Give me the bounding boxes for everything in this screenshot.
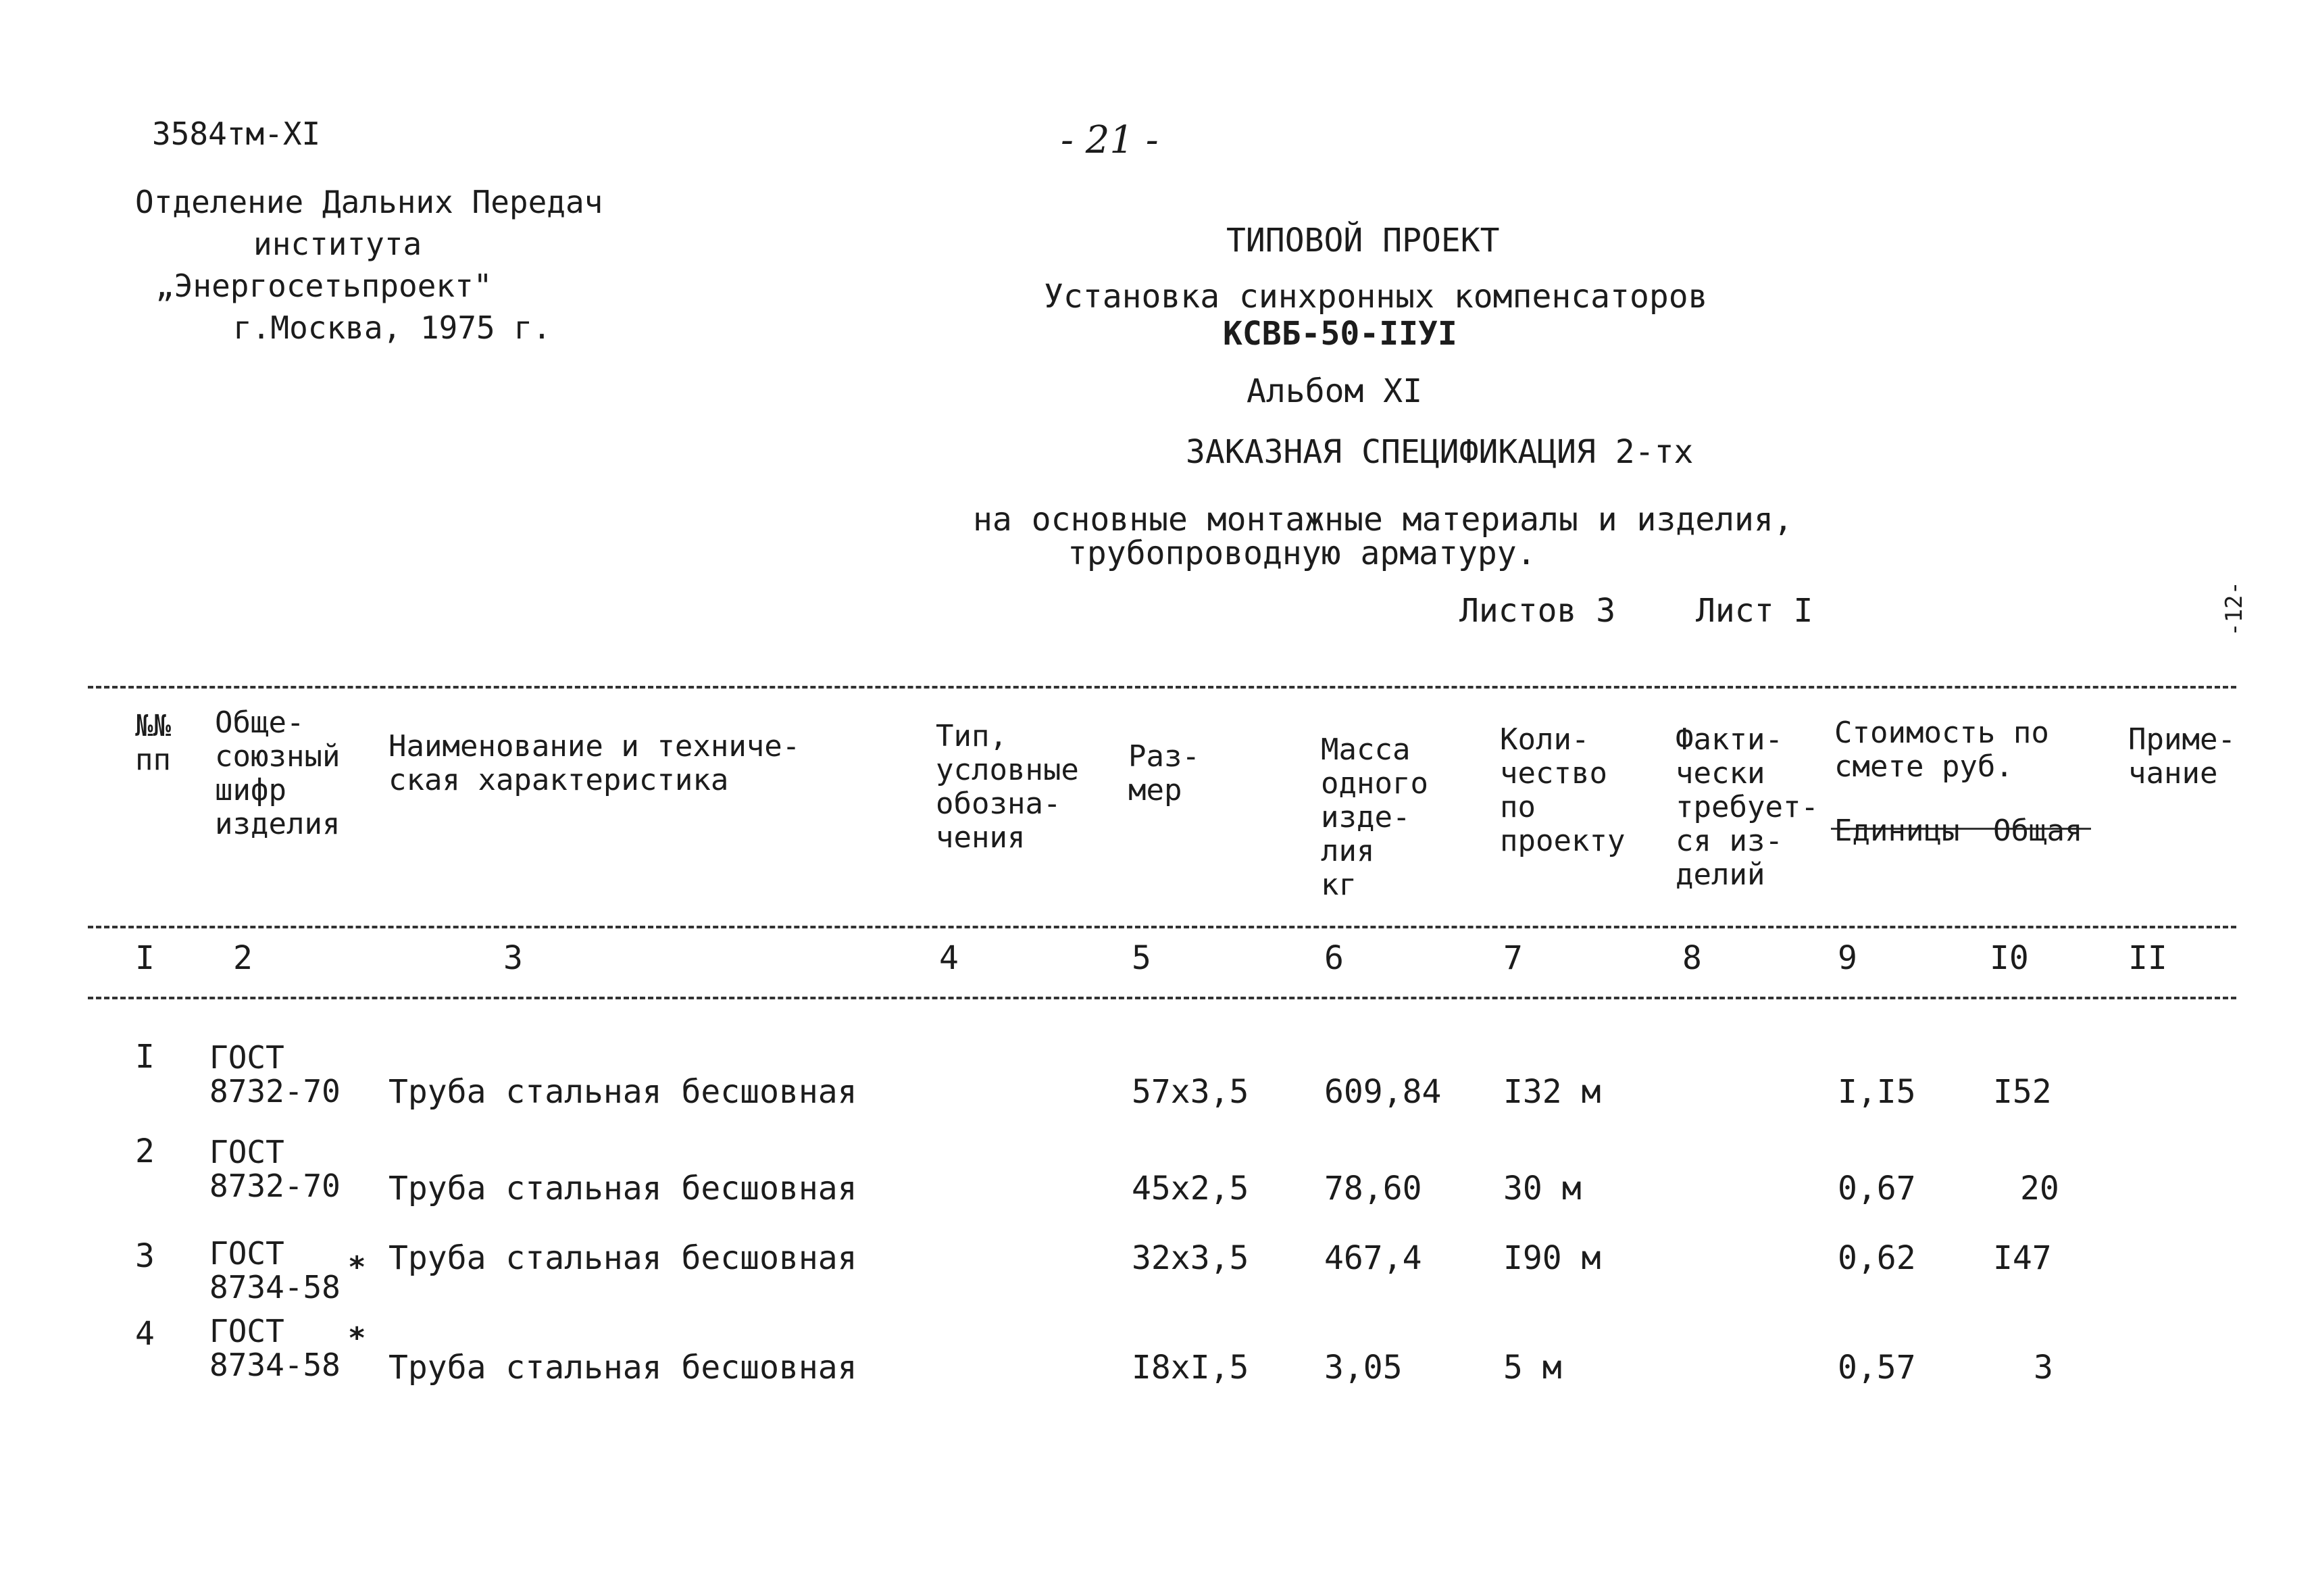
row-total-cost: 3 [2034,1349,2053,1387]
column-number: II [2128,939,2167,977]
column-number: 8 [1682,939,1702,977]
row-qty: I32 м [1503,1073,1601,1111]
document-code: 3584тм-XI [152,116,321,152]
row-size: I8хI,5 [1132,1349,1249,1387]
row-footnote-star: * [348,1250,366,1285]
org-line: Отделение Дальних Передач [135,184,603,220]
column-number: 2 [233,939,253,977]
col-header-mass: Масса одного изде- лия кг [1321,732,1428,902]
side-margin-mark: -12- [2221,581,2248,637]
row-size: 45х2,5 [1132,1170,1249,1207]
specification-title: ЗАКАЗНАЯ СПЕЦИФИКАЦИЯ 2-тх [1186,433,1694,471]
row-name: Труба стальная бесшовная [388,1073,857,1111]
row-footnote-star: * [348,1321,366,1355]
row-number: 2 [135,1132,155,1170]
org-line: института [253,226,422,262]
column-number: 4 [939,939,959,977]
row-number: I [135,1038,155,1076]
col-header-note: Приме- чание [2128,722,2236,791]
row-size: 32х3,5 [1132,1239,1249,1277]
row-unit-cost: 0,57 [1838,1349,1916,1387]
col-subheader-unit: Единицы [1834,814,1960,848]
org-line: „Энергосетьпроект" [155,268,493,304]
compensator-model: КСВБ-50-IIУI [1223,315,1457,353]
col-header-no: №№ пп [135,709,171,777]
column-number: 6 [1324,939,1344,977]
org-line: г.Москва, 1975 г. [233,309,551,346]
row-unit-cost: 0,67 [1838,1170,1916,1207]
specification-description: на основные монтажные материалы и изделия, [973,501,1793,539]
row-qty: 5 м [1503,1349,1562,1387]
row-code: ГОСТ 8732-70 [209,1039,341,1109]
row-code: ГОСТ 8732-70 [209,1134,341,1204]
project-title: ТИПОВОЙ ПРОЕКТ [1226,222,1500,259]
column-number: 3 [503,939,523,977]
col-header-code: Обще- союзный шифр изделия [215,705,341,841]
row-name: Труба стальная бесшовная [388,1239,857,1277]
row-name: Труба стальная бесшовная [388,1349,857,1387]
column-number: 7 [1503,939,1523,977]
row-number: 3 [135,1237,155,1275]
row-qty: I90 м [1503,1239,1601,1277]
row-mass: 609,84 [1324,1073,1442,1111]
specification-description-cont: трубопроводную арматуру. [1067,534,1536,572]
column-number: I0 [1990,939,2029,977]
page-number: - 21 - [1061,118,1159,162]
row-size: 57х3,5 [1132,1073,1249,1111]
row-code: ГОСТ 8734-58 [209,1235,341,1305]
col-subheader-total: Общая [1993,814,2083,848]
col-header-size: Раз- мер [1128,739,1200,807]
album-label: Альбом XI [1247,372,1423,410]
row-unit-cost: I,I5 [1838,1073,1916,1111]
sheet-current: Лист I [1696,592,1813,630]
row-total-cost: 20 [2020,1170,2059,1207]
col-header-cost: Стоимость по смете руб. [1834,716,2049,784]
row-number: 4 [135,1315,155,1353]
col-header-actual: Факти- чески требует- ся из- делий [1676,722,1819,892]
column-numbers-rule [88,997,2236,999]
table-top-rule [88,686,2236,689]
row-total-cost: I52 [1993,1073,2052,1111]
col-header-qty: Коли- чество по проекту [1500,722,1626,858]
row-code: ГОСТ 8734-58 [209,1313,341,1383]
col-header-name: Наименование и техниче- ская характеристика [388,729,801,797]
header-bottom-rule [88,926,2236,928]
row-name: Труба стальная бесшовная [388,1170,857,1207]
column-number: 5 [1132,939,1151,977]
row-mass: 78,60 [1324,1170,1422,1207]
row-total-cost: I47 [1993,1239,2052,1277]
row-mass: 467,4 [1324,1239,1422,1277]
column-number: I [135,939,155,977]
row-unit-cost: 0,62 [1838,1239,1916,1277]
col-header-type: Тип, условные обозна- чения [936,719,1079,855]
organization-block [135,181,603,349]
row-mass: 3,05 [1324,1349,1403,1387]
row-qty: 30 м [1503,1170,1582,1207]
sheets-total: Листов 3 [1459,592,1616,630]
column-number: 9 [1838,939,1857,977]
project-subtitle: Установка синхронных компенсаторов [1044,278,1708,316]
